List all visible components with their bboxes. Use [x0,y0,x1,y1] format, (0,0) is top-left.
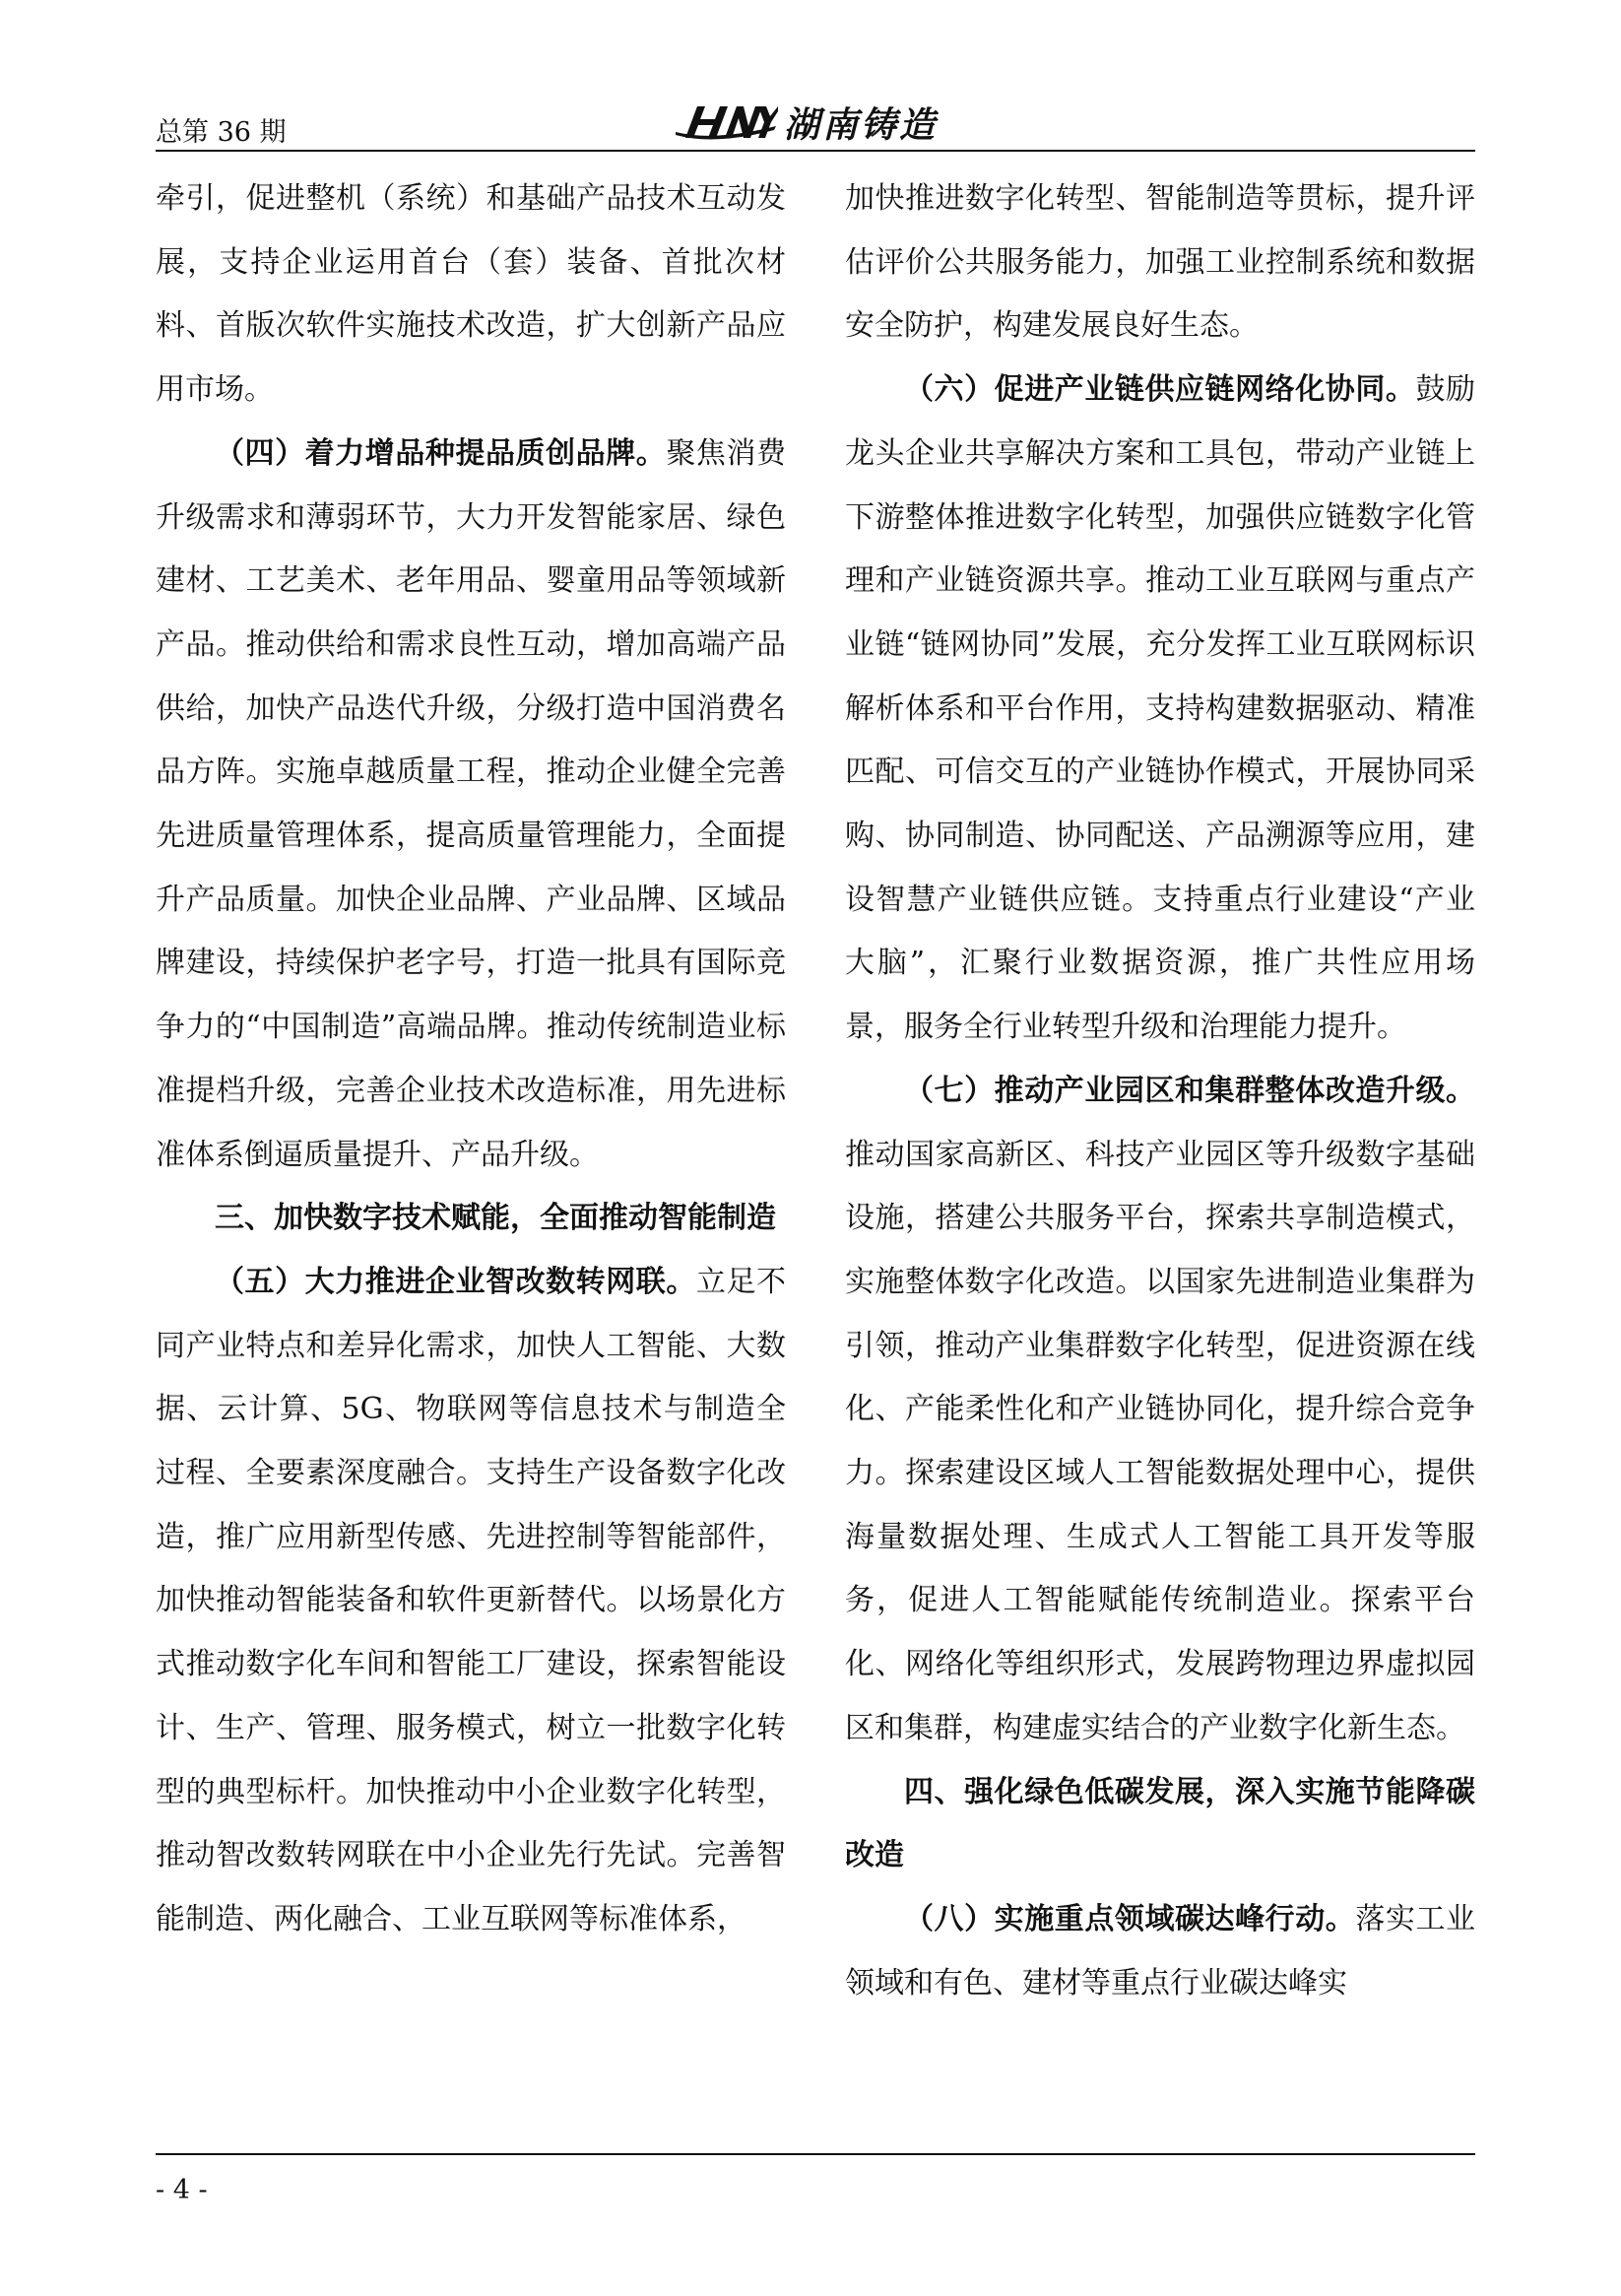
section-heading: 四、强化绿色低碳发展，深入实施节能降碳改造 [845,1774,1475,1873]
hny-logo-icon [676,102,778,142]
left-column [156,167,786,1952]
journal-logo [676,98,938,146]
paragraph [156,1251,786,1952]
paragraph-title: （五）大力推进企业智改数转网联。 [215,1264,696,1299]
paragraph-title: （六）促进产业链供应链网络化协同。 [904,372,1416,408]
paragraph [156,423,786,1187]
paragraph-title: （四）着力增品种提品质创品牌。 [215,435,667,471]
paragraph [845,1060,1475,1761]
paragraph: 加快推进数字化转型、智能制造等贯标，提升评估评价公共服务能力，加强工业控制系统和数据安全防护，构建发展良好生态。 [845,181,1475,344]
paragraph [845,1888,1475,2015]
footer-rule [156,2153,1475,2155]
header-rule [156,150,1475,152]
paragraph-body: 推动国家高新区、科技产业园区等升级数字基础设施，搭建公共服务平台，探索共享制造模式，实施整体数字化改造。以国家先进制造业集群为引领，推动产业集群数字化转型，促进资源在线化、产能柔性化和产业链协同化，提升综合竞争力。探索建设区域人工智能数据处理中心，提供海量数据处理、生成式人工智能工具开发等服务，促进人工智能赋能传统制造业。探索平台化、网络化等组织形式，发展跨物理边界虚拟园区和集群，构建虚实结合的产业数字化新生态。 [845,1137,1475,1745]
section-heading: 三、加快数字技术赋能，全面推动智能制造 [215,1201,776,1236]
paragraph-body: 鼓励龙头企业共享解决方案和工具包，带动产业链上下游整体推进数字化转型，加强供应链数字化管理和产业链资源共享。推动工业互联网与重点产业链“链网协同”发展，充分发挥工业互联网标识解析体系和平台作用，支持构建数据驱动、精准匹配、可信交互的产业链协作模式，开展协同采购、协同制造、协同配送、产品溯源等应用，建设智慧产业链供应链。支持重点行业建设“产业大脑”，汇聚行业数据资源，推广共性应用场景，服务全行业转型升级和治理能力提升。 [845,372,1476,1045]
journal-title: 湖南铸造 [784,104,939,146]
paragraph-body: 聚焦消费升级需求和薄弱环节，大力开发智能家居、绿色建材、工艺美术、老年用品、婴童用品等领域新产品。推动供给和需求良性互动，增加高端产品供给，加快产品迭代升级，分级打造中国消费名品方阵。实施卓越质量工程，推动企业健全完善先进质量管理体系，提高质量管理能力，全面提升产品质量。加快企业品牌、产业品牌、区域品牌建设，持续保护老字号，打造一批具有国际竞争力的“中国制造”高端品牌。推动传统制造业标准提档升级，完善企业技术改造标准，用先进标准体系倒逼质量提升、产品升级。 [156,435,787,1172]
issue-number: 总第 36 期 [156,117,287,148]
paragraph-title: （七）推动产业园区和集群整体改造升级。 [904,1073,1475,1108]
paragraph-body: 落实工业领域和有色、建材等重点行业碳达峰实 [845,1901,1476,2001]
page-header [156,98,1475,146]
paragraph-title: （八）实施重点领域碳达峰行动。 [904,1901,1356,1936]
page-number: - 4 - [156,2175,208,2205]
right-column [845,167,1475,2015]
paragraph: 牵引，促进整机（系统）和基础产品技术互动发展，支持企业运用首台（套）装备、首批次材料、首版次软件实施技术改造，扩大创新产品应用市场。 [156,181,786,408]
paragraph-body: 立足不同产业特点和差异化需求，加快人工智能、大数据、云计算、5G、物联网等信息技术与制造全过程、全要素深度融合。支持生产设备数字化改造，推广应用新型传感、先进控制等智能部件，加快推动智能装备和软件更新替代。以场景化方式推动数字化车间和智能工厂建设，探索智能设计、生产、管理、服务模式，树立一批数字化转型的典型标杆。加快推动中小企业数字化转型，推动智改数转网联在中小企业先行先试。完善智能制造、两化融合、工业互联网等标准体系， [156,1264,787,1936]
paragraph [845,359,1475,1060]
